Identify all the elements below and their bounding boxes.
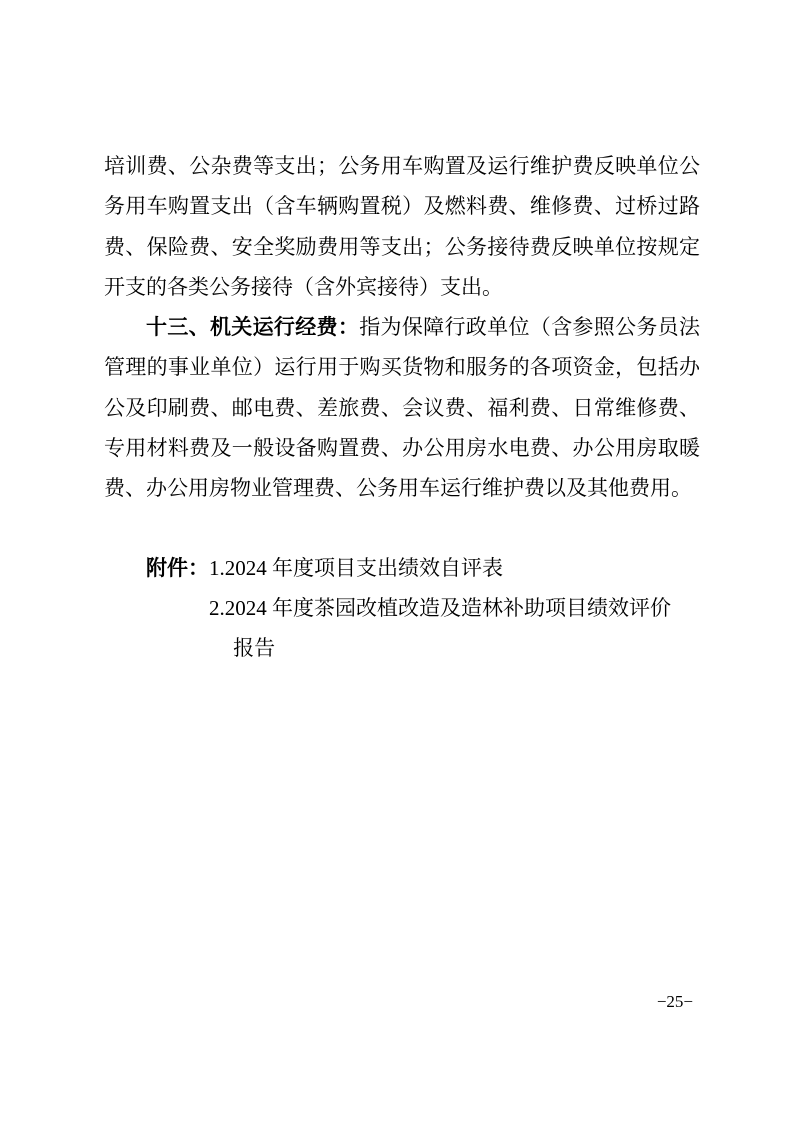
page-number: −25− — [656, 992, 693, 1011]
attachments-list — [209, 548, 681, 669]
paragraph-heading-definition: 指为保障行政单位（含参照公务员法管理的事业单位）运行用于购买货物和服务的各项资金，包括办公及印刷费、邮电费、差旅费、会议费、福利费、日常维修费、专用材料费及一般设备购置费、办公用房水电费、办公用房取暖费、办公用房物业管理费、公务用车运行维护费以及其他费用。 — [104, 315, 701, 501]
attachment-item-1: 1.2024 年度项目支出绩效自评表 — [209, 555, 503, 580]
attachment-item-2: 2.2024 年度茶园改植改造及造林补助项目绩效评价报告 — [209, 595, 671, 661]
attachments-block — [104, 548, 700, 669]
paragraph-heading-term: 十三、机关运行经费： — [146, 315, 360, 340]
document-body — [104, 146, 700, 669]
paragraph-agency-operating-funds — [104, 307, 700, 508]
attachments-label: 附件： — [146, 555, 209, 580]
paragraph-expense-definitions: 培训费、公杂费等支出；公务用车购置及运行维护费反映单位公务用车购置支出（含车辆购置税）及燃料费、维修费、过桥过路费、保险费、安全奖励费用等支出；公务接待费反映单位按规定开支的各类公务接待（含外宾接待）支出。 — [104, 154, 700, 299]
